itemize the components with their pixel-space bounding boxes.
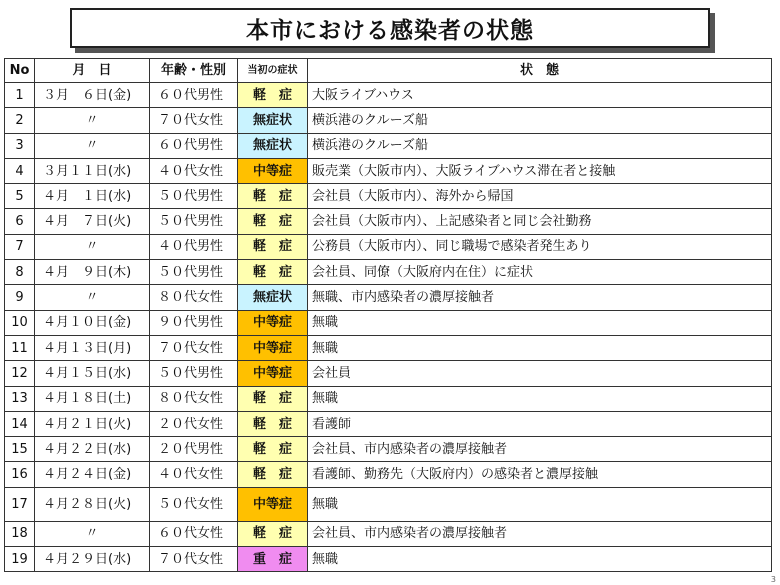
infection-status-table <box>4 58 772 572</box>
row-symptom: 軽 症 <box>238 386 308 411</box>
row-no: 10 <box>5 310 35 335</box>
table-body <box>5 83 772 572</box>
row-date: ４月 １日(水) <box>35 184 150 209</box>
table-row <box>5 184 772 209</box>
row-date: 〃 <box>35 521 150 546</box>
row-status: 大阪ライブハウス <box>308 83 772 108</box>
table-row <box>5 83 772 108</box>
table-row <box>5 285 772 310</box>
row-age-sex: ７０代女性 <box>150 335 238 360</box>
row-date: 〃 <box>35 133 150 158</box>
table-row <box>5 133 772 158</box>
row-no: 8 <box>5 260 35 285</box>
row-symptom: 軽 症 <box>238 83 308 108</box>
row-symptom: 中等症 <box>238 310 308 335</box>
row-no: 13 <box>5 386 35 411</box>
row-no: 2 <box>5 108 35 133</box>
row-date: 〃 <box>35 234 150 259</box>
row-age-sex: ２０代女性 <box>150 411 238 436</box>
row-status: 会社員 <box>308 361 772 386</box>
table-row <box>5 158 772 183</box>
table-row <box>5 521 772 546</box>
table-row <box>5 361 772 386</box>
row-no: 14 <box>5 411 35 436</box>
row-no: 17 <box>5 487 35 521</box>
row-age-sex: ５０代男性 <box>150 209 238 234</box>
table-row <box>5 310 772 335</box>
row-status: 無職、市内感染者の濃厚接触者 <box>308 285 772 310</box>
row-age-sex: ５０代男性 <box>150 361 238 386</box>
row-date: ４月２８日(火) <box>35 487 150 521</box>
row-date: ３月１１日(水) <box>35 158 150 183</box>
row-date: ４月２４日(金) <box>35 462 150 487</box>
row-age-sex: ５０代男性 <box>150 184 238 209</box>
page-title: 本市における感染者の状態 <box>70 8 710 48</box>
row-symptom: 中等症 <box>238 487 308 521</box>
table-row <box>5 209 772 234</box>
row-age-sex: ４０代女性 <box>150 462 238 487</box>
row-symptom: 軽 症 <box>238 260 308 285</box>
row-no: 3 <box>5 133 35 158</box>
table-row <box>5 462 772 487</box>
row-age-sex: ８０代女性 <box>150 285 238 310</box>
row-status: 横浜港のクルーズ船 <box>308 108 772 133</box>
row-date: ４月 ７日(火) <box>35 209 150 234</box>
row-symptom: 無症状 <box>238 108 308 133</box>
row-date: ４月２１日(火) <box>35 411 150 436</box>
row-status: 看護師 <box>308 411 772 436</box>
row-symptom: 無症状 <box>238 133 308 158</box>
row-no: 16 <box>5 462 35 487</box>
row-symptom: 中等症 <box>238 361 308 386</box>
row-no: 4 <box>5 158 35 183</box>
row-age-sex: ９０代男性 <box>150 310 238 335</box>
row-status: 公務員（大阪市内）、同じ職場で感染者発生あり <box>308 234 772 259</box>
table-row <box>5 386 772 411</box>
row-no: 18 <box>5 521 35 546</box>
row-no: 15 <box>5 437 35 462</box>
row-status: 会社員、市内感染者の濃厚接触者 <box>308 437 772 462</box>
header-age-sex: 年齢・性別 <box>150 59 238 83</box>
row-symptom: 無症状 <box>238 285 308 310</box>
header-symptom: 当初の症状 <box>238 59 308 83</box>
row-age-sex: ４０代男性 <box>150 234 238 259</box>
row-status: 会社員、市内感染者の濃厚接触者 <box>308 521 772 546</box>
row-status: 無職 <box>308 547 772 572</box>
row-status: 会社員（大阪市内）、上記感染者と同じ会社勤務 <box>308 209 772 234</box>
row-date: ４月 ９日(木) <box>35 260 150 285</box>
row-age-sex: ８０代女性 <box>150 386 238 411</box>
row-date: ４月１８日(土) <box>35 386 150 411</box>
row-age-sex: ５０代男性 <box>150 260 238 285</box>
row-date: 〃 <box>35 285 150 310</box>
table-row <box>5 487 772 521</box>
table-row <box>5 234 772 259</box>
row-age-sex: ６０代女性 <box>150 521 238 546</box>
row-status: 無職 <box>308 386 772 411</box>
row-symptom: 軽 症 <box>238 411 308 436</box>
row-no: 7 <box>5 234 35 259</box>
row-symptom: 中等症 <box>238 335 308 360</box>
row-age-sex: ５０代女性 <box>150 487 238 521</box>
row-age-sex: ４０代女性 <box>150 158 238 183</box>
row-age-sex: ７０代女性 <box>150 547 238 572</box>
row-symptom: 軽 症 <box>238 437 308 462</box>
row-date: ４月１３日(月) <box>35 335 150 360</box>
row-no: 9 <box>5 285 35 310</box>
row-no: 11 <box>5 335 35 360</box>
row-status: 看護師、勤務先（大阪府内）の感染者と濃厚接触 <box>308 462 772 487</box>
row-no: 1 <box>5 83 35 108</box>
row-status: 横浜港のクルーズ船 <box>308 133 772 158</box>
row-age-sex: ６０代男性 <box>150 133 238 158</box>
table-row <box>5 437 772 462</box>
row-symptom: 軽 症 <box>238 462 308 487</box>
row-symptom: 重 症 <box>238 547 308 572</box>
row-status: 会社員（大阪市内）、海外から帰国 <box>308 184 772 209</box>
page-corner-mark: 3 <box>770 575 776 584</box>
header-no: No <box>5 59 35 83</box>
row-date: ４月２２日(水) <box>35 437 150 462</box>
row-symptom: 軽 症 <box>238 184 308 209</box>
table-header-row <box>5 59 772 83</box>
header-status: 状 態 <box>308 59 772 83</box>
row-symptom: 軽 症 <box>238 234 308 259</box>
row-date: 〃 <box>35 108 150 133</box>
row-status: 無職 <box>308 487 772 521</box>
row-no: 19 <box>5 547 35 572</box>
row-status: 会社員、同僚（大阪府内在住）に症状 <box>308 260 772 285</box>
table-row <box>5 411 772 436</box>
row-date: ４月１０日(金) <box>35 310 150 335</box>
row-age-sex: ２０代男性 <box>150 437 238 462</box>
row-date: ３月 ６日(金) <box>35 83 150 108</box>
table-row <box>5 108 772 133</box>
table-row <box>5 260 772 285</box>
row-status: 販売業（大阪市内）、大阪ライブハウス滞在者と接触 <box>308 158 772 183</box>
table-row <box>5 335 772 360</box>
row-no: 6 <box>5 209 35 234</box>
row-no: 5 <box>5 184 35 209</box>
row-status: 無職 <box>308 335 772 360</box>
row-no: 12 <box>5 361 35 386</box>
row-status: 無職 <box>308 310 772 335</box>
row-symptom: 軽 症 <box>238 521 308 546</box>
row-symptom: 中等症 <box>238 158 308 183</box>
table-row <box>5 547 772 572</box>
row-date: ４月１５日(水) <box>35 361 150 386</box>
header-date: 月 日 <box>35 59 150 83</box>
row-age-sex: ７０代女性 <box>150 108 238 133</box>
row-symptom: 軽 症 <box>238 209 308 234</box>
row-age-sex: ６０代男性 <box>150 83 238 108</box>
row-date: ４月２９日(水) <box>35 547 150 572</box>
